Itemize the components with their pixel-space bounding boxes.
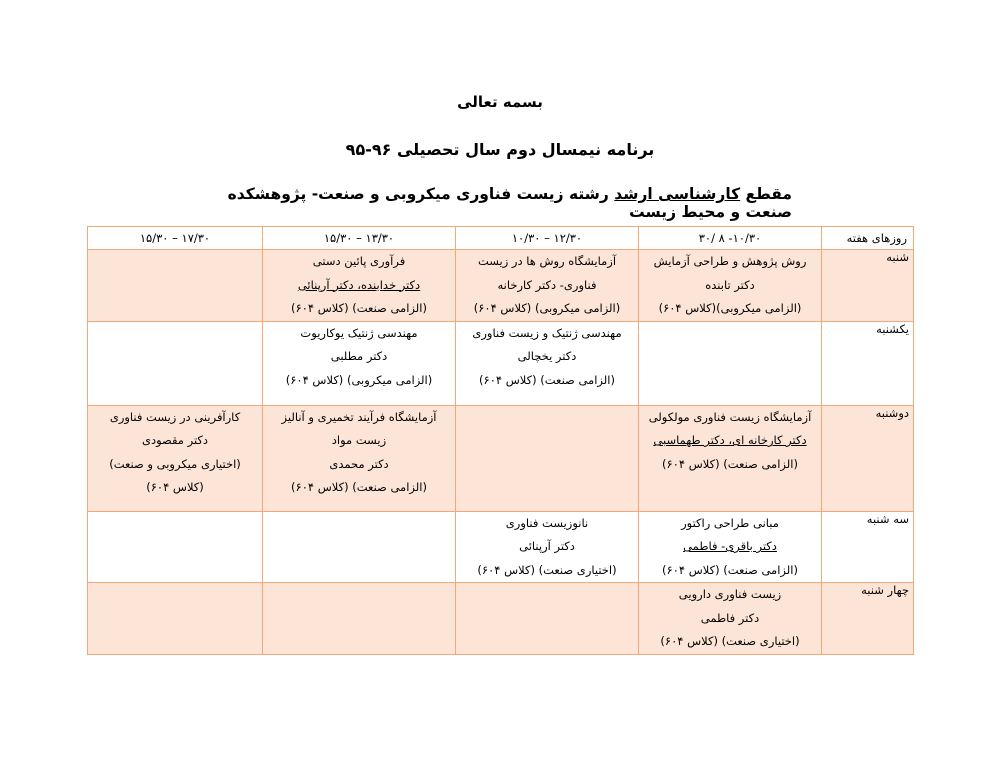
course-type: (اختیاری صنعت) (کلاس ۶۰۴) bbox=[660, 634, 800, 648]
course-title: مهندسی ژنتیک و زیست فناوری bbox=[472, 325, 622, 340]
row-tuesday bbox=[88, 511, 914, 583]
subtitle-part2: رشته زیست فناوری میکروبی و صنعت- پژوهشکده صنعت و محیط زیست bbox=[227, 185, 792, 221]
cell-tuesday-slot3 bbox=[263, 511, 456, 583]
cell-tuesday-slot4 bbox=[88, 511, 263, 583]
header-slot3: ۱۳/۳۰ – ۱۵/۳۰ bbox=[263, 227, 456, 250]
course-type: (الزامی میکروبی)(کلاس ۶۰۴) bbox=[658, 301, 802, 315]
course-title-cont: زیست مواد bbox=[331, 433, 387, 447]
row-saturday bbox=[88, 250, 914, 322]
course-type: (اختیاری میکروبی و صنعت) bbox=[109, 456, 241, 471]
course-instructor bbox=[643, 535, 817, 559]
course-type: (اختیاری صنعت) (کلاس ۶۰۴) bbox=[477, 562, 617, 577]
cell-sunday-slot1 bbox=[639, 321, 822, 405]
header-slot2: ۱۲/۳۰ – ۱۰/۳۰ bbox=[456, 227, 639, 250]
page-subtitle bbox=[212, 185, 792, 221]
course-title: آزمایشگاه فرآیند تخمیری و آنالیز bbox=[281, 409, 437, 424]
course-title: روش پژوهش و طراحی آزمایش bbox=[653, 254, 807, 268]
course-type: (الزامی میکروبی) (کلاس ۶۰۴) bbox=[473, 301, 621, 315]
subtitle-part1: مقطع bbox=[740, 185, 792, 203]
header-slot4: ۱۷/۳۰ – ۱۵/۳۰ bbox=[88, 227, 263, 250]
course-instructor bbox=[267, 274, 451, 298]
header-row bbox=[88, 227, 914, 250]
day-monday: دوشنبه bbox=[822, 405, 914, 511]
course-title: فرآوری پائین دستی bbox=[312, 254, 406, 268]
course-instructor: فناوری- دکتر کارخانه bbox=[497, 277, 597, 292]
cell-saturday-slot3 bbox=[263, 250, 456, 322]
page-title: برنامه نیمسال دوم سال تحصیلی ۹۶-۹۵ bbox=[345, 140, 655, 159]
course-instructor: دکتر آرپنائی bbox=[519, 539, 575, 553]
cell-monday-slot3 bbox=[263, 405, 456, 511]
row-wednesday bbox=[88, 583, 914, 655]
course-title: کارآفرینی در زیست فناوری bbox=[109, 409, 241, 424]
course-title: زیست فناوری دارویی bbox=[678, 587, 782, 601]
course-title: مبانی طراحی راکتور bbox=[681, 515, 779, 530]
row-monday bbox=[88, 405, 914, 511]
cell-saturday-slot2 bbox=[456, 250, 639, 322]
course-instructor bbox=[643, 429, 817, 453]
course-type: (الزامی میکروبی) (کلاس ۶۰۴) bbox=[285, 372, 433, 387]
course-title: مهندسی ژنتیک یوکاریوت bbox=[300, 325, 418, 340]
cell-sunday-slot4 bbox=[88, 321, 263, 405]
instructor-name: دکتر خدابنده، دکتر آرپنائی bbox=[297, 277, 421, 292]
course-title: آزمایشگاه روش ها در زیست bbox=[477, 254, 617, 268]
course-title: نانوزیست فناوری bbox=[505, 515, 589, 530]
cell-saturday-slot4 bbox=[88, 250, 263, 322]
instructor-name: دکتر باقری- فاطمی bbox=[683, 539, 777, 553]
cell-saturday-slot1 bbox=[639, 250, 822, 322]
course-instructor: دکتر تابنده bbox=[705, 277, 755, 292]
course-instructor: دکتر محمدی bbox=[329, 456, 389, 471]
bismillah-heading: بسمه تعالی bbox=[457, 93, 543, 111]
course-type: (الزامی صنعت) (کلاس ۶۰۴) bbox=[662, 562, 798, 577]
course-instructor: دکتر فاطمی bbox=[700, 610, 760, 625]
course-instructor: دکتر مقصودی bbox=[141, 433, 209, 447]
cell-monday-slot4 bbox=[88, 405, 263, 511]
subtitle-degree: کارشناسی ارشد bbox=[614, 185, 741, 203]
cell-tuesday-slot1 bbox=[639, 511, 822, 583]
course-type: (الزامی صنعت) (کلاس ۶۰۴) bbox=[662, 456, 798, 471]
cell-wednesday-slot1 bbox=[639, 583, 822, 655]
day-wednesday: چهار شنبه bbox=[822, 583, 914, 655]
day-tuesday: سه شنبه bbox=[822, 511, 914, 583]
course-type: (الزامی صنعت) (کلاس ۶۰۴) bbox=[291, 301, 427, 315]
cell-sunday-slot3 bbox=[263, 321, 456, 405]
day-saturday: شنبه bbox=[822, 250, 914, 322]
cell-sunday-slot2 bbox=[456, 321, 639, 405]
day-sunday: یکشنبه bbox=[822, 321, 914, 405]
cell-monday-slot1 bbox=[639, 405, 822, 511]
course-room: (کلاس ۶۰۴) bbox=[146, 480, 204, 494]
header-slot1: ۱۰/۳۰- ۸ /۳۰ bbox=[639, 227, 822, 250]
cell-wednesday-slot4 bbox=[88, 583, 263, 655]
course-instructor: دکتر مطلبی bbox=[330, 349, 388, 363]
cell-tuesday-slot2 bbox=[456, 511, 639, 583]
header-days: روزهای هفته bbox=[822, 227, 914, 250]
course-type: (الزامی صنعت) (کلاس ۶۰۴) bbox=[479, 372, 615, 387]
schedule-table bbox=[87, 226, 914, 655]
row-sunday bbox=[88, 321, 914, 405]
cell-monday-slot2 bbox=[456, 405, 639, 511]
course-instructor: دکتر یخچالی bbox=[517, 349, 577, 363]
cell-wednesday-slot3 bbox=[263, 583, 456, 655]
cell-wednesday-slot2 bbox=[456, 583, 639, 655]
instructor-name: دکتر کارخانه ای، دکتر طهماسبی bbox=[653, 433, 807, 447]
course-title: آزمایشگاه زیست فناوری مولکولی bbox=[648, 409, 812, 424]
course-type: (الزامی صنعت) (کلاس ۶۰۴) bbox=[291, 480, 427, 494]
